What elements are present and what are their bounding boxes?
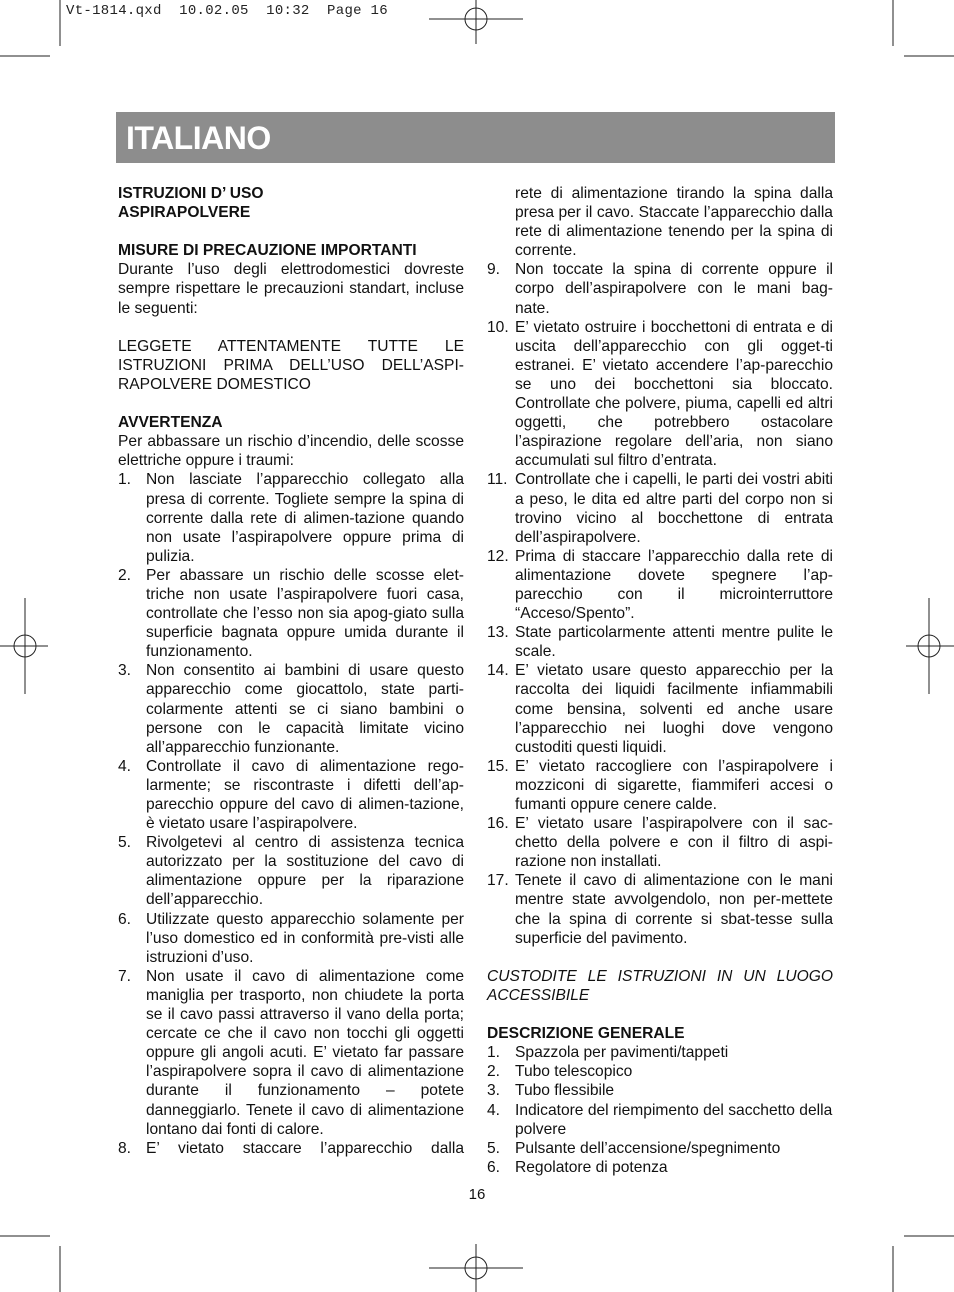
list-item: [487, 814, 833, 871]
item-text: Indicatore del riempimento del sacchetto della polvere: [515, 1101, 833, 1138]
list-item: [487, 871, 833, 947]
item-text: Tenete il cavo di alimentazione con le mani mentre state avvolgendolo, non per-mettete che la spina di corrente si sbat-tesse sulla superficie del pavimento.: [515, 872, 833, 947]
item-text: Controllate che i capelli, le parti dei vostri abiti a peso, le dita ed altre parti del corpo non si trovino vicino al bocchettone di entrata dell’aspirapolvere.: [515, 471, 833, 546]
item-text: E’ vietato staccare l’apparecchio dalla: [146, 1139, 464, 1157]
list-item: [487, 1101, 833, 1139]
list-item: [487, 661, 833, 756]
item-text: E’ vietato usare l’aspirapolvere con il sac-chetto della polvere e con il filtro di aspi-razione non installati.: [515, 815, 833, 871]
list-item: [487, 318, 833, 471]
item-number: 4.: [118, 757, 132, 775]
page-number: 16: [468, 1186, 486, 1203]
doc-title-line2: ASPIRAPOLVERE: [118, 204, 251, 222]
item-text: Pulsante dell’accensione/spegnimento: [515, 1139, 781, 1157]
list-item: [487, 547, 833, 623]
item-text: Non consentito ai bambini di usare questo apparecchio come giocattolo, state parti-colarmente attenti se ci siano bambini o persone con le capacità limitate vicino all’apparecchio funzionante.: [146, 662, 464, 756]
list-item: [487, 757, 833, 814]
item-number: 8.: [118, 1139, 132, 1157]
item-number: 16.: [487, 815, 509, 833]
list-item: [487, 1081, 833, 1100]
description-list: [487, 1043, 833, 1177]
list-item: [487, 1139, 833, 1158]
warning-list-left: [118, 470, 464, 1157]
item-text: Prima di staccare l’apparecchio dalla rete di alimentazione dovete spegnere l’ap-parecchio con il microinterruttore “Acceso/Spento”.: [515, 547, 833, 623]
list-item: [487, 470, 833, 546]
item-text: Rivolgetevi al centro di assistenza tecnica autorizzato per la sostituzione del cavo di alimentazione oppure per la riparazione dell’apparecchio.: [146, 834, 464, 909]
language-banner: [116, 112, 835, 163]
item-text: E’ vietato ostruire i bocchettoni di entrata e di uscita dell’apparecchio con gli ogget-ti estranei. E’ vietato accendere l’ap-parecchio se uno dei bocchettoni sia bloccato. Controllate che polvere, piuma, capelli ed altri oggetti, che potrebbero ostacolare l’aspirazione regolare dell’aria, non siano accumulati sul filtro d’entrata.: [515, 318, 833, 470]
item-text: Non lasciate l’apparecchio collegato alla presa di corrente. Togliete sempre la spina di corrente dalla rete di alimen-tazione quando non usate l’aspirapolvere oppure prima di pulizia.: [146, 471, 464, 565]
warning-heading: AVVERTENZA: [118, 414, 223, 432]
right-column: [487, 184, 833, 1177]
item-number: 15.: [487, 757, 509, 775]
item-text: Controllate il cavo di alimentazione rego-larmente; se riscontraste i difetti dell’ap-parecchio oppure del cavo di alimen-tazione, è vietato usare l’aspirapolvere.: [146, 757, 464, 833]
item-number: 6.: [118, 910, 132, 928]
list-item: [118, 833, 464, 909]
list-item: [487, 1043, 833, 1062]
list-item: [118, 470, 464, 565]
precautions-heading: MISURE DI PRECAUZIONE IMPORTANTI: [118, 242, 417, 260]
item-number: 5.: [487, 1139, 501, 1157]
intro-paragraph: Durante l’uso degli elettrodomestici dovreste sempre rispettare le precauzioni standart, incluse le seguenti:: [118, 261, 464, 317]
item-text: Regolatore di potenza: [515, 1158, 668, 1176]
item-number: 3.: [487, 1082, 501, 1100]
item-number: 10.: [487, 318, 509, 336]
item-text: Non usate il cavo di alimentazione come maniglia per trasporto, non chiudete la porta se il cavo passi attraverso il vano della porta; cercate ce che il cavo non tocchi gli oggetti oppure gli angoli acuti. E’ vietato far passare l’aspirapolvere sopra il cavo di alimentazione durante il funzionamento – potete danneggiarlo. Tenete il cavo di alimentazione lontano dai fonti di calore.: [146, 967, 464, 1138]
item-number: 2.: [118, 566, 132, 584]
doc-title-line1: ISTRUZIONI D’ USO: [118, 185, 264, 202]
item-number: 4.: [487, 1101, 501, 1119]
list-item: [118, 1139, 464, 1158]
keep-instructions-notice: CUSTODITE LE ISTRUZIONI IN UN LUOGO ACCESSIBILE: [487, 967, 833, 1004]
item-number: 3.: [118, 662, 132, 680]
item-number: 5.: [118, 834, 132, 852]
list-item: [487, 1062, 833, 1081]
item-text: Tubo flessibile: [515, 1082, 615, 1100]
list-item: [118, 910, 464, 967]
read-notice: LEGGETE ATTENTAMENTE TUTTE LE ISTRUZIONI PRIMA DELL’USO DELL’ASPI-RAPOLVERE DOMESTICO: [118, 337, 464, 393]
item-number: 9.: [487, 261, 501, 279]
list-item: [118, 661, 464, 756]
banner-title: ITALIANO: [126, 120, 271, 156]
item-number: 6.: [487, 1158, 501, 1176]
list-item: [118, 566, 464, 661]
warning-list-right: [487, 260, 833, 947]
item-text: Non toccate la spina di corrente oppure il corpo dell’aspirapolvere con le mani bag-nate.: [515, 261, 833, 317]
item-text: Tubo telescopico: [515, 1063, 633, 1081]
list-item: [487, 623, 833, 661]
item-number: 11.: [487, 471, 508, 489]
item-8-continuation: rete di alimentazione tirando la spina dalla presa per il cavo. Staccate l’apparecchio dalla rete di alimentazione tenendo per la spina di corrente.: [515, 185, 833, 260]
item-text: State particolarmente attenti mentre pulite le scale.: [515, 624, 833, 661]
list-item: [118, 757, 464, 833]
item-text: E’ vietato raccogliere con l’aspirapolvere i mozziconi di sigarette, fiammiferi accesi o fumanti oppure cenere calde.: [515, 757, 833, 813]
item-text: E’ vietato usare questo apparecchio per la raccolta dei liquidi facilmente infiammabili come bensina, solventi ed anche usare l’apparecchio nei luoghi dove vengono custoditi questi liquidi.: [515, 662, 833, 756]
item-number: 2.: [487, 1063, 501, 1081]
item-text: Spazzola per pavimenti/tappeti: [515, 1044, 729, 1062]
item-number: 7.: [118, 967, 132, 985]
item-text: Utilizzate questo apparecchio solamente per l’uso domestico ed in conformità pre-visti alle istruzioni d’uso.: [146, 910, 464, 966]
list-item: [118, 967, 464, 1139]
left-column: [118, 184, 464, 1158]
item-number: 1.: [118, 471, 132, 489]
list-item: [487, 1158, 833, 1177]
item-number: 1.: [487, 1044, 501, 1062]
print-slug: Vt-1814.qxd 10.02.05 10:32 Page 16: [66, 3, 388, 19]
list-item: [487, 260, 833, 317]
item-number: 12.: [487, 547, 509, 565]
item-number: 13.: [487, 624, 509, 642]
item-number: 17.: [487, 872, 509, 890]
item-number: 14.: [487, 662, 509, 680]
warning-text: Per abbassare un rischio d’incendio, delle scosse elettriche oppure i traumi:: [118, 433, 464, 470]
item-text: Per abassare un rischio delle scosse elet-triche non usate l’aspirapolvere fuori casa, controllate che l’esso non sia apog-giato sulla superficie bagnata oppure umida durante il funzionamento.: [146, 566, 464, 661]
description-heading: DESCRIZIONE GENERALE: [487, 1025, 685, 1043]
